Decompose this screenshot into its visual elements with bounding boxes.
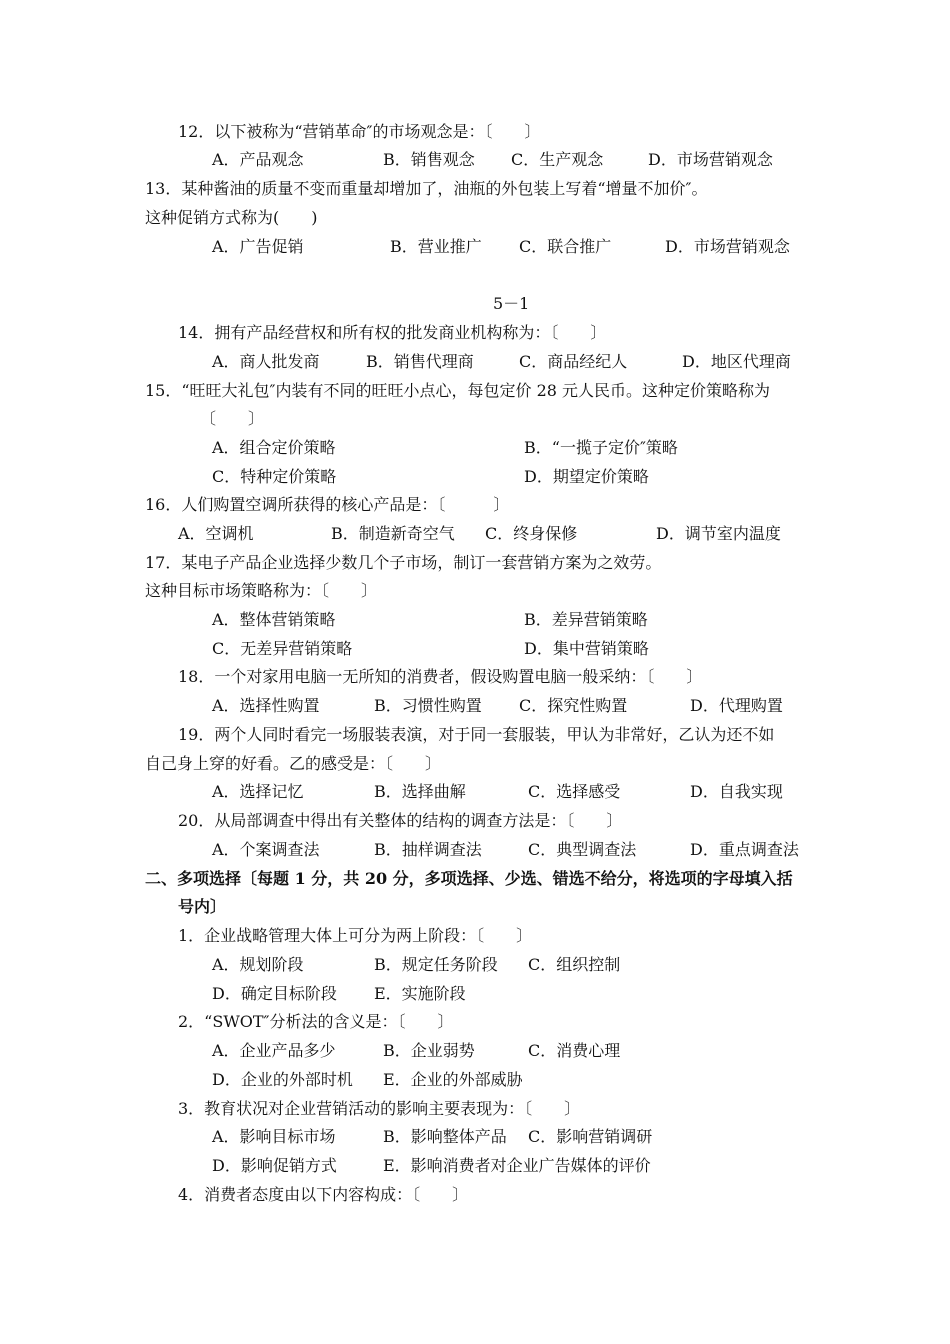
option-c: C．联合推广 xyxy=(519,237,612,256)
question-17-options-1 xyxy=(0,607,950,633)
question-19 xyxy=(0,722,950,748)
option-a: A．个案调查法 xyxy=(212,840,320,859)
option-b: B．选择曲解 xyxy=(374,782,466,801)
option-b: B．销售观念 xyxy=(383,150,475,169)
question-14-options xyxy=(0,349,950,375)
mc-question-3-options-1 xyxy=(0,1124,950,1150)
option-c: C．商品经纪人 xyxy=(519,352,628,371)
mc-question-4 xyxy=(0,1182,950,1208)
question-15-options-1 xyxy=(0,435,950,461)
question-text: 2．“SWOT″分析法的含义是：〔 〕 xyxy=(178,1012,454,1031)
question-text: 18．一个对家用电脑一无所知的消费者，假设购置电脑一般采纳：〔 〕 xyxy=(178,667,703,686)
option-d: D．地区代理商 xyxy=(682,352,791,371)
option-d: D．调节室内温度 xyxy=(656,524,781,543)
mc-question-2-options-2 xyxy=(0,1067,950,1093)
option-a: A．空调机 xyxy=(178,524,254,543)
option-c: C．探究性购置 xyxy=(519,696,628,715)
page-number: 5－1 xyxy=(493,294,530,313)
option-b: B．企业弱势 xyxy=(383,1041,475,1060)
question-text: 19．两个人同时看完一场服装表演，对于同一套服装，甲认为非常好，乙认为还不如 xyxy=(178,725,775,744)
mc-question-2 xyxy=(0,1009,950,1035)
option-a: A．影响目标市场 xyxy=(212,1127,336,1146)
option-c: C．特种定价策略 xyxy=(212,467,337,486)
question-12 xyxy=(0,119,950,145)
option-d: D．代理购置 xyxy=(690,696,783,715)
question-text: 17．某电子产品企业选择少数几个子市场，制订一套营销方案为之效劳。 xyxy=(145,553,662,572)
section-title: 号内〕 xyxy=(178,897,227,916)
option-d: D．企业的外部时机 xyxy=(212,1070,353,1089)
option-b: B．规定任务阶段 xyxy=(374,955,498,974)
option-d: D．集中营销策略 xyxy=(524,639,649,658)
question-text: 这种促销方式称为( ) xyxy=(145,208,318,227)
option-b: B．销售代理商 xyxy=(366,352,474,371)
option-d: D．市场营销观念 xyxy=(648,150,773,169)
option-c: C．影响营销调研 xyxy=(528,1127,653,1146)
option-b: B．制造新奇空气 xyxy=(331,524,455,543)
question-19-cont xyxy=(0,751,950,777)
option-d: D．自我实现 xyxy=(690,782,783,801)
option-d: D．影响促销方式 xyxy=(212,1156,337,1175)
option-a: A．广告促销 xyxy=(212,237,304,256)
option-a: A．企业产品多少 xyxy=(212,1041,336,1060)
mc-question-1 xyxy=(0,923,950,949)
question-text: 15．“旺旺大礼包″内装有不同的旺旺小点心，每包定价 28 元人民币。这种定价策略称为 xyxy=(145,381,771,400)
option-b: B．影响整体产品 xyxy=(383,1127,507,1146)
question-16 xyxy=(0,492,950,518)
question-text: 12．以下被称为“营销革命″的市场观念是：〔 〕 xyxy=(178,122,541,141)
question-20-options xyxy=(0,837,950,863)
question-13-options xyxy=(0,234,950,260)
answer-bracket: 〔 〕 xyxy=(200,409,265,428)
option-e: E．影响消费者对企业广告媒体的评价 xyxy=(383,1156,651,1175)
question-18-options xyxy=(0,693,950,719)
option-d: D．期望定价策略 xyxy=(524,467,649,486)
option-a: A．选择性购置 xyxy=(212,696,320,715)
option-e: E．企业的外部威胁 xyxy=(383,1070,523,1089)
option-c: C．选择感受 xyxy=(528,782,621,801)
option-c: C．终身保修 xyxy=(485,524,578,543)
option-d: D．重点调查法 xyxy=(690,840,799,859)
question-text: 20．从局部调查中得出有关整体的结构的调查方法是：〔 〕 xyxy=(178,811,623,830)
option-d: D．确定目标阶段 xyxy=(212,984,337,1003)
mc-question-1-options-2 xyxy=(0,981,950,1007)
question-text: 3．教育状况对企业营销活动的影响主要表现为：〔 〕 xyxy=(178,1099,581,1118)
option-c: C．消费心理 xyxy=(528,1041,621,1060)
option-a: A．整体营销策略 xyxy=(212,610,336,629)
mc-question-1-options-1 xyxy=(0,952,950,978)
option-c: C．生产观念 xyxy=(511,150,604,169)
question-text: 1．企业战略管理大体上可分为两上阶段：〔 〕 xyxy=(178,926,533,945)
question-12-options xyxy=(0,147,950,173)
option-c: C．组织控制 xyxy=(528,955,621,974)
option-b: B．差异营销策略 xyxy=(524,610,648,629)
option-d: D．市场营销观念 xyxy=(665,237,790,256)
mc-question-3 xyxy=(0,1096,950,1122)
question-text: 14．拥有产品经营权和所有权的批发商业机构称为：〔 〕 xyxy=(178,323,607,342)
section-title: 二、多项选择〔每题 1 分，共 20 分，多项选择、少选、错选不给分，将选项的字母填入括 xyxy=(145,869,793,888)
question-text: 自己身上穿的好看。乙的感受是：〔 〕 xyxy=(145,754,442,773)
question-15-options-2 xyxy=(0,464,950,490)
option-a: A．规划阶段 xyxy=(212,955,304,974)
option-b: B．营业推广 xyxy=(390,237,482,256)
option-a: A．产品观念 xyxy=(212,150,304,169)
option-b: B．习惯性购置 xyxy=(374,696,482,715)
option-c: C．无差异营销策略 xyxy=(212,639,353,658)
option-a: A．商人批发商 xyxy=(212,352,320,371)
question-19-options xyxy=(0,779,950,805)
section-heading xyxy=(0,866,950,892)
question-15 xyxy=(0,378,950,404)
mc-question-2-options-1 xyxy=(0,1038,950,1064)
option-e: E．实施阶段 xyxy=(374,984,466,1003)
option-a: A．选择记忆 xyxy=(212,782,304,801)
page-number-line xyxy=(0,291,950,317)
question-20 xyxy=(0,808,950,834)
section-heading-cont xyxy=(0,894,950,920)
question-17 xyxy=(0,550,950,576)
question-18 xyxy=(0,664,950,690)
question-text: 16．人们购置空调所获得的核心产品是：〔 〕 xyxy=(145,495,510,514)
question-text: 13．某种酱油的质量不变而重量却增加了，油瓶的外包装上写着“增量不加价″。 xyxy=(145,179,708,198)
question-text: 这种目标市场策略称为：〔 〕 xyxy=(145,581,378,600)
question-17-options-2 xyxy=(0,636,950,662)
question-13-cont xyxy=(0,205,950,231)
option-c: C．典型调查法 xyxy=(528,840,637,859)
mc-question-3-options-2 xyxy=(0,1153,950,1179)
option-b: B．“一揽子定价″策略 xyxy=(524,438,678,457)
option-a: A．组合定价策略 xyxy=(212,438,336,457)
question-14 xyxy=(0,320,950,346)
question-13 xyxy=(0,176,950,202)
option-b: B．抽样调查法 xyxy=(374,840,482,859)
question-text: 4．消费者态度由以下内容构成：〔 〕 xyxy=(178,1185,469,1204)
question-16-options xyxy=(0,521,950,547)
question-15-cont xyxy=(0,406,950,432)
question-17-cont xyxy=(0,578,950,604)
